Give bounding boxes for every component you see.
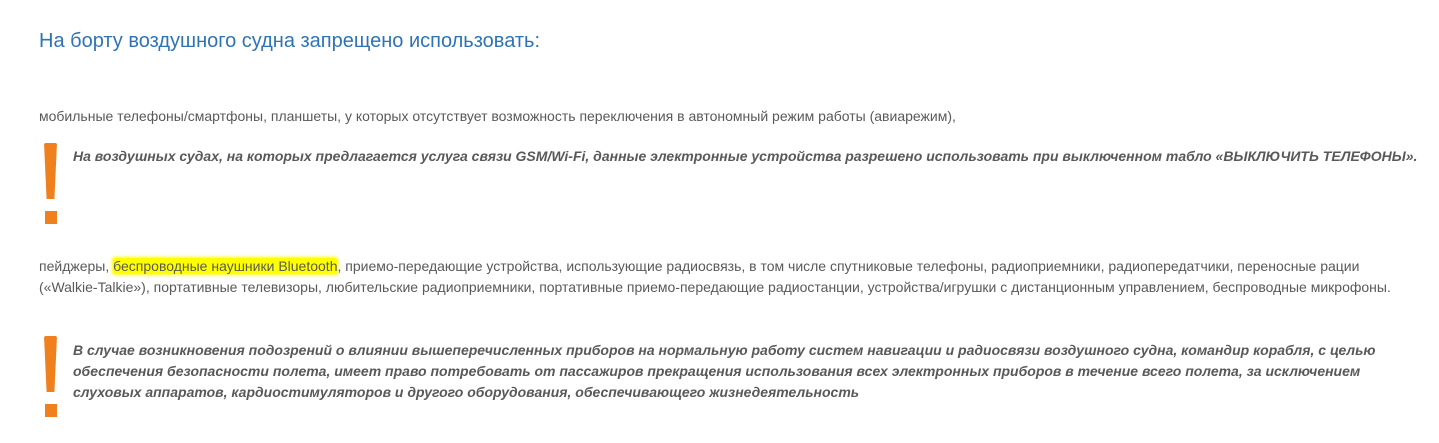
item-text-after: , приемо-передающие устройства, использующие радиосвязь, в том числе спутниковые телефоны, радиоприемники, радиопередатчики, переносные рации («Walkie-Talkie»), портативные телевизоры, любительские радиоприемники, портативные приемо-передающие радиостанции, устройства/игрушки с дистанционным управлением, беспроводные микрофоны.: [39, 258, 1391, 295]
exclamation-dot: [45, 211, 57, 224]
page-heading: На борту воздушного судна запрещено использовать:: [39, 30, 541, 52]
exclamation-icon: [44, 143, 58, 229]
item-text-before: пейджеры,: [39, 258, 114, 274]
restricted-item-mobile: мобильные телефоны/смартфоны, планшеты, у которых отсутствует возможность переключения в автономный режим работы (авиарежим),: [39, 108, 956, 124]
exclamation-icon: [44, 336, 58, 424]
notice-gsm-wifi: На воздушных судах, на которых предлагается услуга связи GSM/Wi-Fi, данные электронные устройства разрешено использовать при выключенном табло «ВЫКЛЮЧИТЬ ТЕЛЕФОНЫ».: [73, 148, 1418, 164]
exclamation-dot: [45, 404, 57, 417]
highlighted-text: беспроводные наушники Bluetooth: [113, 258, 338, 274]
notice-commander-rights: В случае возникновения подозрений о влиянии вышеперечисленных приборов на нормальную работу систем навигации и радиосвязи воздушного судна, командир корабля, с целью обеспечения безопасности полета, имеет право потребовать от пассажиров прекращения использования всех электронных приборов в течение всего полета, за исключением слуховых аппаратов, кардиостимуляторов и другого оборудования, обеспечивающего жизнедеятельность: [73, 342, 1376, 400]
restricted-item-radio-devices: [39, 256, 1419, 298]
exclamation-bar: [44, 143, 57, 199]
exclamation-bar: [44, 336, 57, 392]
